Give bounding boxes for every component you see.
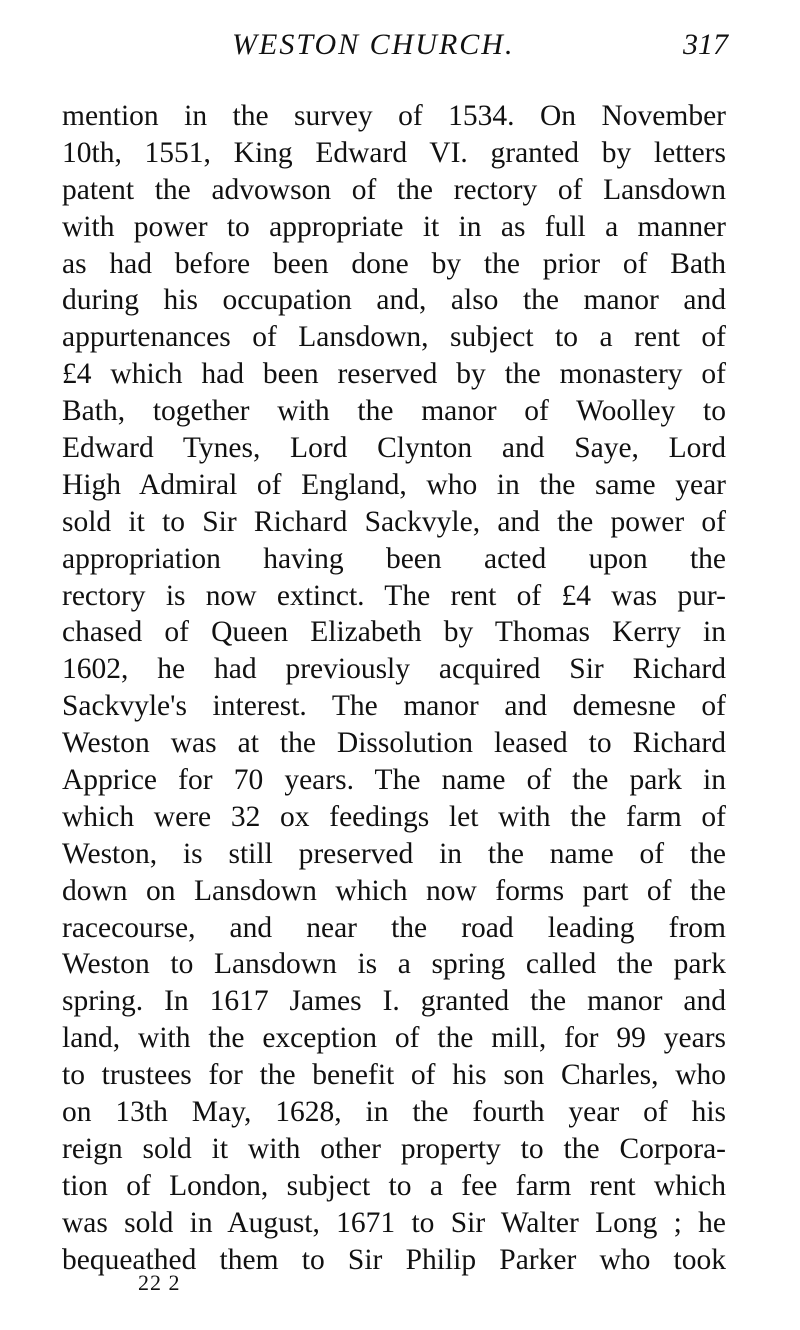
text-line: rectory is now extinct. The rent of £4 was pur-	[62, 579, 726, 612]
body-text	[62, 98, 726, 1279]
text-line: during his occupation and, also the manor and	[62, 284, 726, 317]
text-line: racecourse, and near the road leading from	[62, 911, 726, 944]
text-line: High Admiral of England, who in the same year	[62, 468, 726, 501]
text-line: with power to appropriate it in as full a manner	[62, 210, 726, 243]
text-line: appropriation having been acted upon the	[62, 542, 726, 575]
running-title: WESTON CHURCH.	[232, 28, 515, 61]
text-line: mention in the survey of 1534. On November	[62, 100, 726, 132]
text-line: spring. In 1617 James I. granted the manor and	[62, 985, 726, 1018]
text-line: Weston to Lansdown is a spring called the park	[62, 948, 726, 981]
text-line: Bath, together with the manor of Woolley to	[62, 395, 726, 428]
text-line: down on Lansdown which now forms part of the	[62, 874, 726, 907]
text-line: reign sold it with other property to the Corpora-	[62, 1132, 726, 1165]
text-line: Apprice for 70 years. The name of the park in	[62, 764, 726, 797]
text-line: patent the advowson of the rectory of Lansdown	[62, 173, 726, 206]
text-line: land, with the exception of the mill, for 99 years	[62, 1022, 726, 1055]
text-line: Weston, is still preserved in the name of the	[62, 837, 726, 870]
text-line: was sold in August, 1671 to Sir Walter Long ; he	[62, 1206, 726, 1239]
text-line: £4 which had been reserved by the monastery of	[62, 358, 726, 391]
running-head	[0, 28, 800, 68]
text-line: on 13th May, 1628, in the fourth year of his	[62, 1096, 726, 1129]
text-line: chased of Queen Elizabeth by Thomas Kerry in	[62, 616, 726, 649]
text-line: appurtenances of Lansdown, subject to a rent of	[62, 321, 726, 354]
text-line: bequeathed them to Sir Philip Parker who took	[62, 1243, 726, 1276]
text-line: 10th, 1551, King Edward VI. granted by letters	[62, 136, 726, 169]
text-line: 1602, he had previously acquired Sir Richard	[62, 653, 726, 686]
text-line: Sackvyle's interest. The manor and demesne of	[62, 690, 726, 723]
page-number: 317	[683, 28, 728, 61]
text-line: tion of London, subject to a fee farm rent which	[62, 1169, 726, 1202]
text-line: sold it to Sir Richard Sackvyle, and the power of	[62, 505, 726, 538]
text-line: Edward Tynes, Lord Clynton and Saye, Lord	[62, 432, 726, 465]
text-line: which were 32 ox feedings let with the farm of	[62, 800, 726, 833]
text-line: Weston was at the Dissolution leased to Richard	[62, 727, 726, 760]
text-line: to trustees for the benefit of his son Charles, who	[62, 1059, 726, 1092]
signature-mark: 22 2	[138, 1270, 181, 1295]
text-line: as had before been done by the prior of Bath	[62, 247, 726, 280]
